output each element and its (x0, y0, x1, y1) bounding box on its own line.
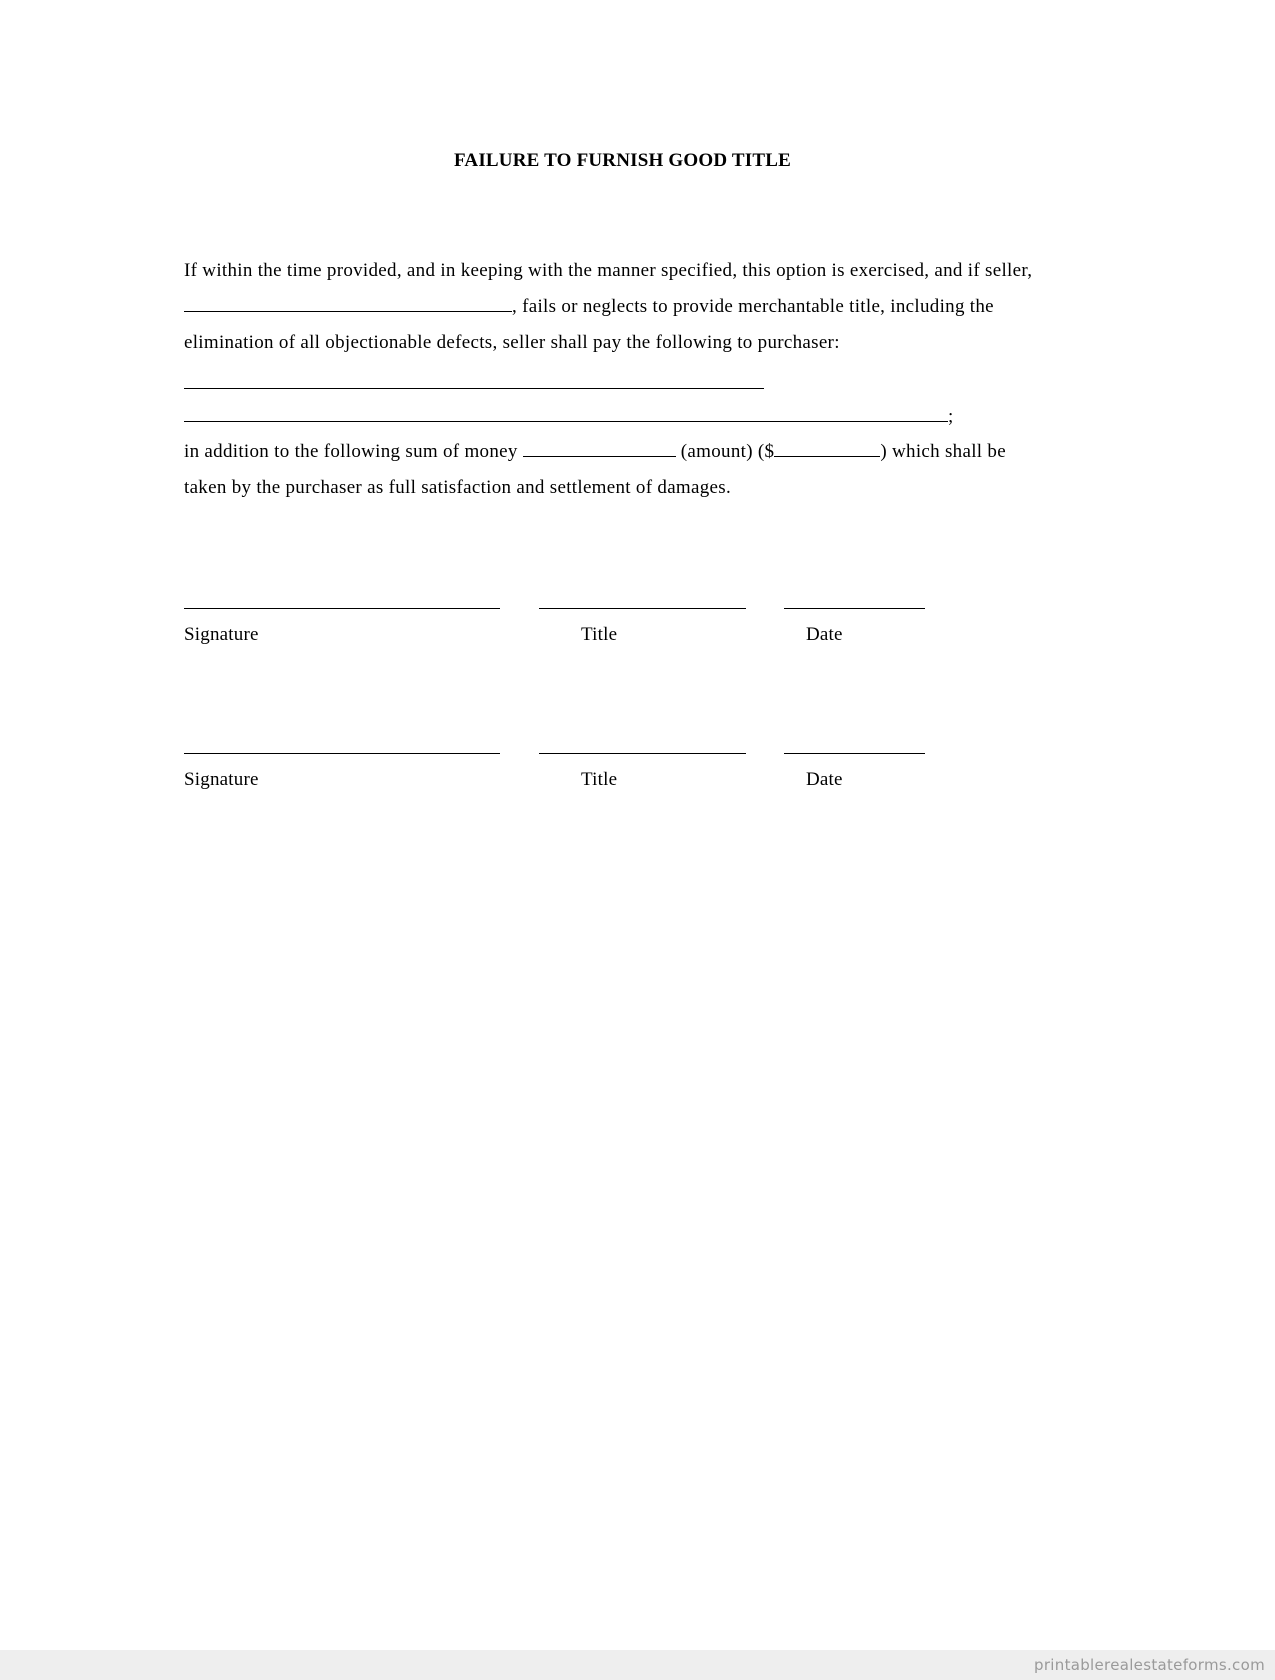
paragraph-line-6 (184, 441, 1006, 463)
payment-items-blank-2[interactable] (184, 407, 948, 422)
paragraph-line-2 (184, 296, 994, 318)
date-line[interactable] (784, 753, 925, 754)
paragraph-line-1: If within the time provided, and in keeping with the manner specified, this option is exercised, and if seller, (184, 260, 1033, 281)
paragraph-line-5 (184, 406, 954, 428)
signature-line[interactable] (184, 753, 500, 754)
title-line[interactable] (539, 608, 746, 609)
footer-site-link[interactable]: printablerealestateforms.com (1034, 1656, 1265, 1674)
paragraph-line-6-end: ) which shall be (880, 441, 1006, 462)
payment-items-blank-1[interactable] (184, 388, 764, 389)
footer-bar (0, 1650, 1275, 1680)
signature-label: Signature (184, 769, 259, 790)
paragraph-line-5-end: ; (948, 406, 954, 427)
paragraph-line-6-mid: (amount) ($ (675, 441, 775, 462)
title-line[interactable] (539, 753, 746, 754)
paragraph-line-7: taken by the purchaser as full satisfaction and settlement of damages. (184, 477, 732, 498)
seller-name-blank[interactable] (184, 297, 512, 312)
date-line[interactable] (784, 608, 925, 609)
title-label: Title (581, 769, 618, 790)
paragraph-line-2-text: , fails or neglects to provide merchantable title, including the (512, 296, 994, 317)
signature-line[interactable] (184, 608, 500, 609)
document-title: FAILURE TO FURNISH GOOD TITLE (454, 150, 791, 171)
paragraph-line-6-start: in addition to the following sum of money (184, 441, 523, 462)
amount-words-blank[interactable] (523, 442, 676, 457)
title-label: Title (581, 624, 618, 645)
date-label: Date (806, 624, 843, 645)
amount-dollars-blank[interactable] (774, 442, 880, 457)
signature-label: Signature (184, 624, 259, 645)
paragraph-line-3: elimination of all objectionable defects, seller shall pay the following to purchaser: (184, 332, 840, 353)
date-label: Date (806, 769, 843, 790)
